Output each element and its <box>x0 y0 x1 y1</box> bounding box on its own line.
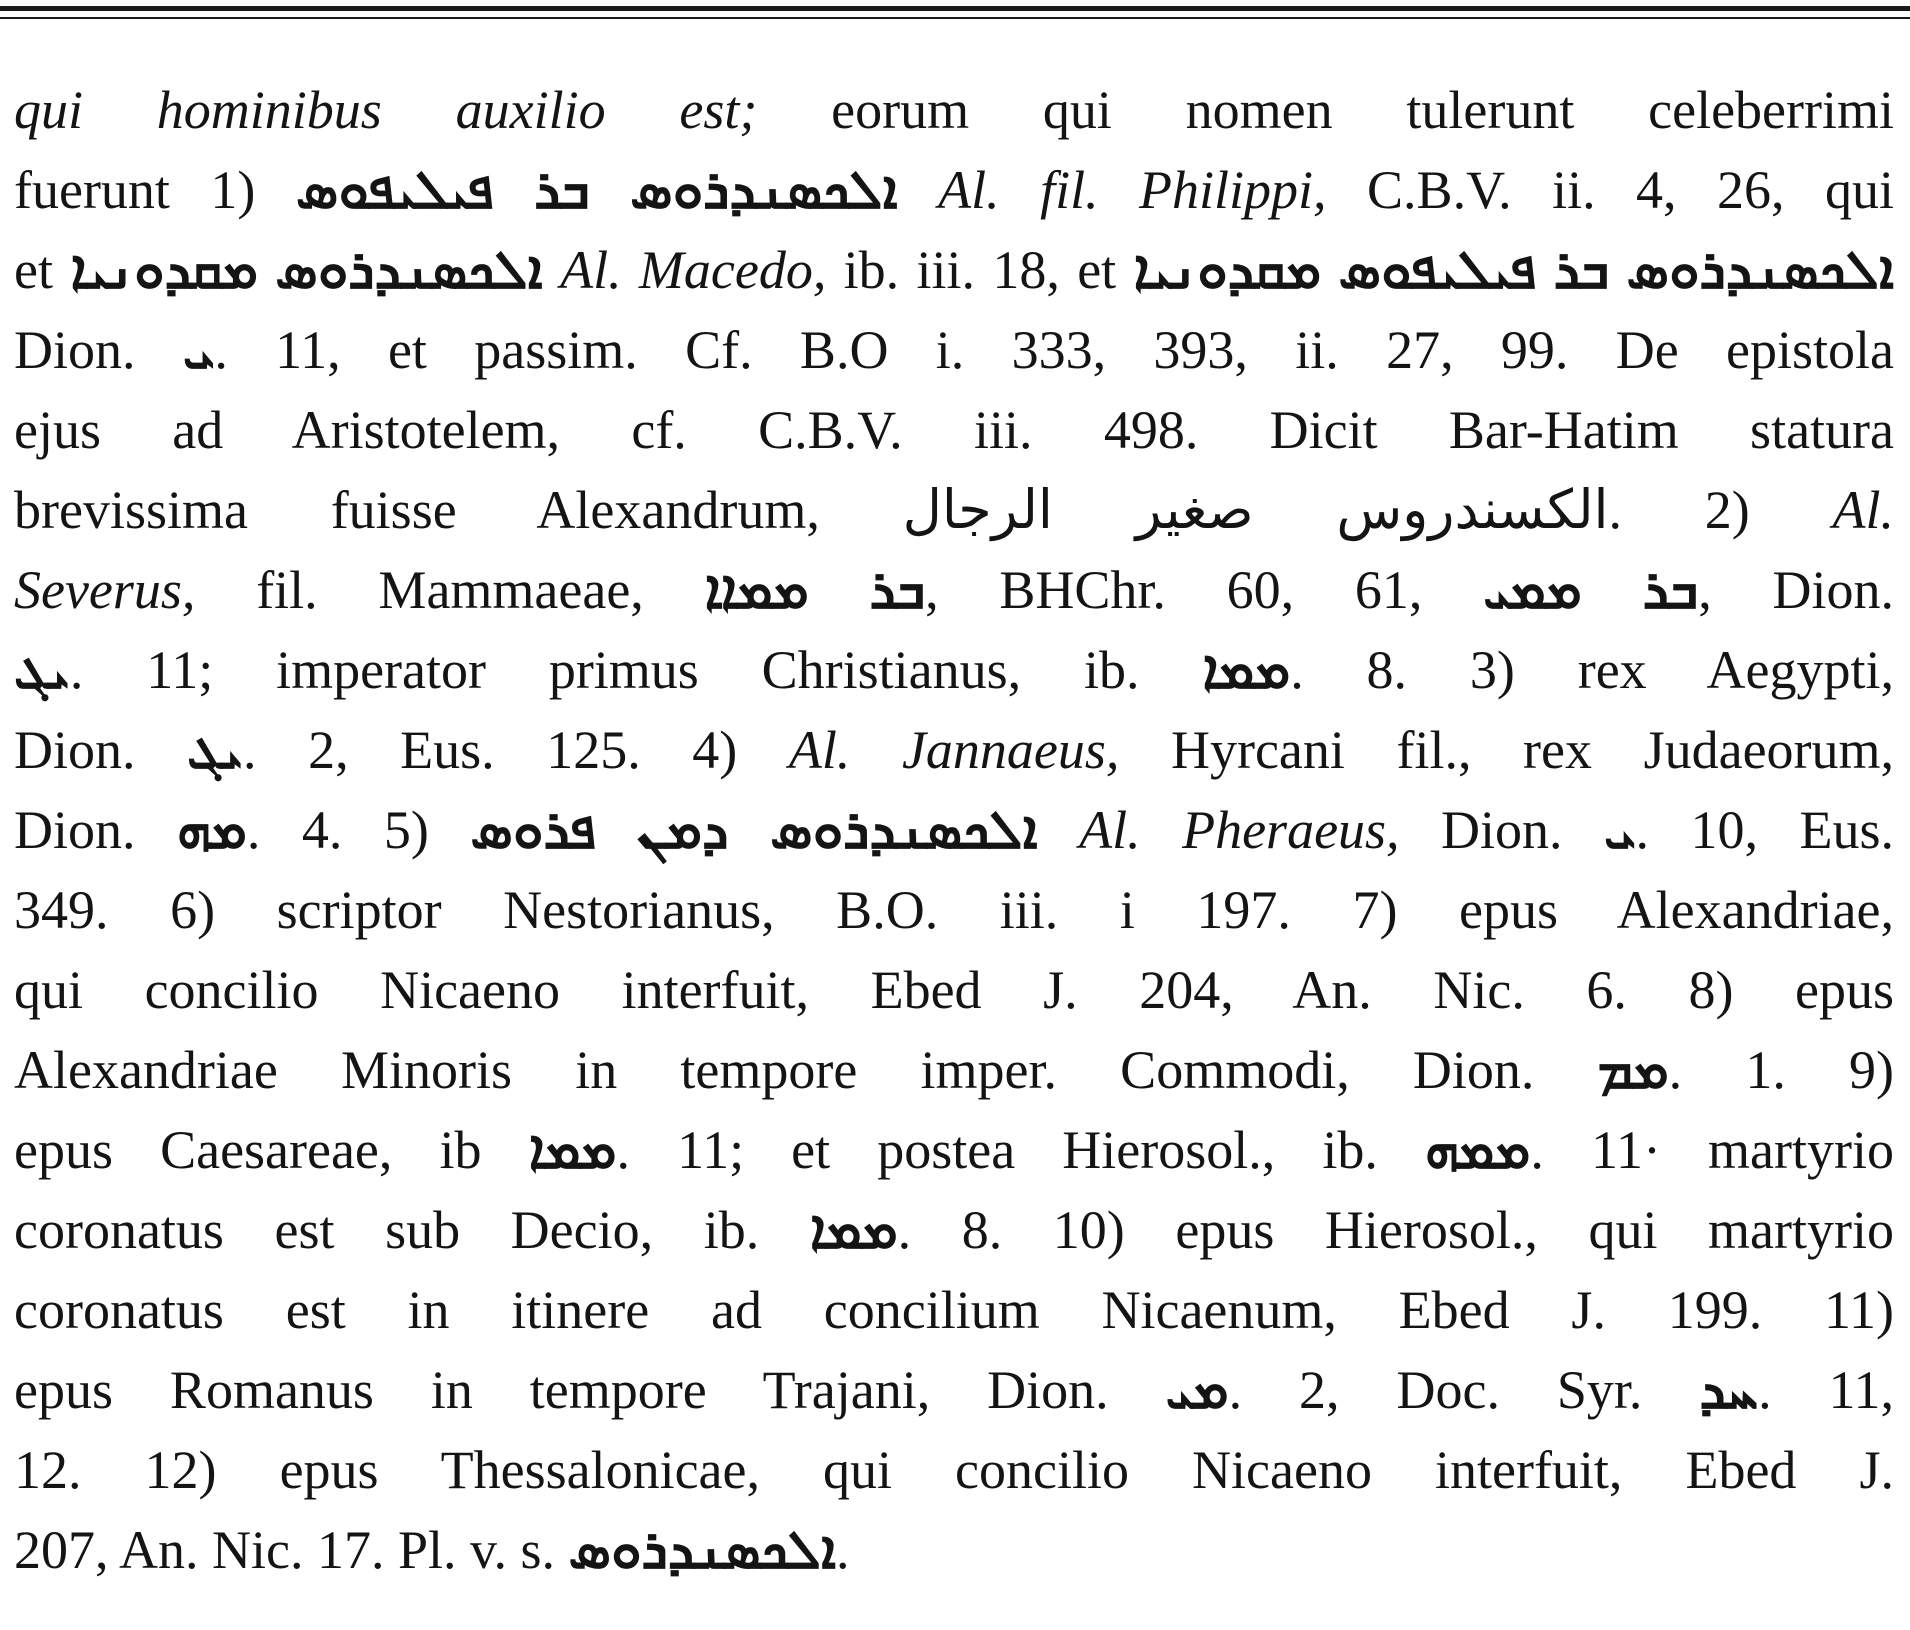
latin-text: . 11, <box>1758 1360 1894 1420</box>
syriac-word: ܡܡܐ <box>809 1200 898 1260</box>
text-line <box>14 1510 1894 1590</box>
text-line <box>14 1030 1894 1110</box>
latin-text: . 8. 3) rex Aegypti, <box>1290 640 1894 700</box>
text-line <box>14 950 1894 1030</box>
latin-text: qui concilio Nicaeno interfuit, Ebed J. 204, An. Nic. 6. 8) epus <box>14 960 1894 1020</box>
latin-text: eorum qui nomen tulerunt celeberrimi <box>757 80 1894 140</box>
latin-text: ib. iii. 18, et <box>826 240 1134 300</box>
latin-text: C.B.V. ii. 4, 26, qui <box>1326 160 1894 220</box>
latin-text: fuerunt 1) <box>14 160 296 220</box>
latin-text: . 8. 10) epus Hierosol., qui martyrio <box>897 1200 1894 1260</box>
syriac-word: ܡܡܗ <box>1424 1120 1531 1180</box>
text-line <box>14 630 1894 710</box>
syriac-word: ܡܡܐ <box>528 1120 617 1180</box>
latin-text: . 10, Eus. <box>1635 800 1895 860</box>
latin-text: Hyrcani fil., rex Judaeorum, <box>1119 720 1895 780</box>
header-rule-thick <box>0 6 1910 11</box>
latin-text: . 11; et postea Hierosol., ib. <box>616 1120 1425 1180</box>
syriac-word: ܐܠܟܣܢܕܪܘܣ ܡܩܕܘܢܝܐ <box>70 240 543 300</box>
text-line <box>14 1350 1894 1430</box>
latin-text: coronatus est in itinere ad concilium Nicaenum, Ebed J. 199. 11) <box>14 1280 1894 1340</box>
italic-term: Al. <box>1832 480 1894 540</box>
italic-term: Severus, <box>14 560 196 620</box>
latin-text <box>1038 800 1080 860</box>
latin-text: . 2, Doc. Syr. <box>1228 1360 1700 1420</box>
syriac-word: ܝ <box>1604 800 1636 860</box>
header-rule-thin <box>0 17 1910 19</box>
syriac-word: ܡܗ <box>177 800 247 860</box>
latin-text: coronatus est sub Decio, ib. <box>14 1200 810 1260</box>
text-line <box>14 230 1894 310</box>
syriac-word: ܡܡܐ <box>1202 640 1291 700</box>
italic-term: Al. Pheraeus, <box>1079 800 1400 860</box>
latin-text: brevissima fuisse Alexandrum, <box>14 480 903 540</box>
latin-text: , BHChr. 60, 61, <box>925 560 1484 620</box>
latin-text: . 11, et passim. Cf. B.O i. 333, 393, ii. 27, 99. De epistola <box>214 320 1894 380</box>
syriac-word: ܐܠܟܣܢܕܪܘܣ <box>568 1520 836 1580</box>
text-line <box>14 70 1894 150</box>
italic-term: Al. fil. Philippi, <box>938 160 1327 220</box>
latin-text: . 4. 5) <box>246 800 471 860</box>
syriac-word: ܐܠܟܣܢܕܪܘܣ ܒܪ ܦܝܠܝܦܘܣ <box>295 160 898 220</box>
latin-text: epus Romanus in tempore Trajani, Dion. <box>14 1360 1166 1420</box>
arabic-phrase: الكسندروس صغير الرجال <box>902 480 1609 540</box>
text-line <box>14 470 1894 550</box>
text-line <box>14 390 1894 470</box>
latin-text: Dion. <box>14 800 177 860</box>
text-line <box>14 1190 1894 1270</box>
italic-term: Al. Macedo, <box>560 240 827 300</box>
latin-text <box>543 240 560 300</box>
text-line <box>14 1270 1894 1350</box>
syriac-word: ܐܠܟܣܢܕܪܘܣ ܕܡܢ ܦܪܘܣ <box>470 800 1038 860</box>
syriac-word: ܝ <box>182 320 215 380</box>
latin-text: . 11; imperator primus Christianus, ib. <box>69 640 1203 700</box>
latin-text: Dion. <box>14 320 183 380</box>
latin-text: et <box>14 240 71 300</box>
latin-text: . 2) <box>1608 480 1833 540</box>
text-line <box>14 550 1894 630</box>
latin-text: . <box>836 1520 850 1580</box>
text-line <box>14 790 1894 870</box>
entry-text <box>14 70 1894 1590</box>
latin-text: . 11· martyrio <box>1530 1120 1894 1180</box>
syriac-word: ܡܡ <box>1597 1040 1669 1100</box>
text-line <box>14 1110 1894 1190</box>
text-line <box>14 870 1894 950</box>
latin-text: 207, An. Nic. 17. Pl. v. s. <box>14 1520 569 1580</box>
syriac-word: ܐܠܟܣܢܕܪܘܣ ܒܪ ܦܝܠܝܦܘܣ ܡܩܕܘܢܝܐ <box>1133 240 1894 300</box>
latin-text: 349. 6) scriptor Nestorianus, B.O. iii. i 197. 7) epus Alexandriae, <box>14 880 1894 940</box>
latin-text: . 1. 9) <box>1668 1040 1894 1100</box>
latin-text: 12. 12) epus Thessalonicae, qui concilio Nicaeno interfuit, Ebed J. <box>14 1440 1894 1500</box>
syriac-word: ܚܕ <box>1699 1360 1759 1420</box>
latin-text: Alexandriae Minoris in tempore imper. Commodi, Dion. <box>14 1040 1598 1100</box>
latin-text <box>898 160 938 220</box>
italic-term: Al. Jannaeus, <box>788 720 1120 780</box>
text-line <box>14 150 1894 230</box>
latin-text: fil. Mammaeae, <box>195 560 705 620</box>
latin-text: Dion. <box>14 720 188 780</box>
syriac-word: ܝܓ <box>187 720 243 780</box>
italic-term: qui hominibus auxilio est; <box>14 80 758 140</box>
latin-text: ejus ad Aristotelem, cf. C.B.V. iii. 498. Dicit Bar-Hatim statura <box>14 400 1894 460</box>
text-line <box>14 710 1894 790</box>
latin-text: Dion. <box>1399 800 1605 860</box>
syriac-word: ܡܝ <box>1165 1360 1229 1420</box>
latin-text: . 2, Eus. 125. 4) <box>242 720 789 780</box>
latin-text: epus Caesareae, ib <box>14 1120 529 1180</box>
text-line <box>14 1430 1894 1510</box>
latin-text: , Dion. <box>1698 560 1894 620</box>
text-line <box>14 310 1894 390</box>
syriac-word: ܒܪ ܡܡܐܐ <box>704 560 926 620</box>
syriac-word: ܝܓ <box>14 640 70 700</box>
syriac-word: ܒܪ ܡܡܝ <box>1483 560 1699 620</box>
